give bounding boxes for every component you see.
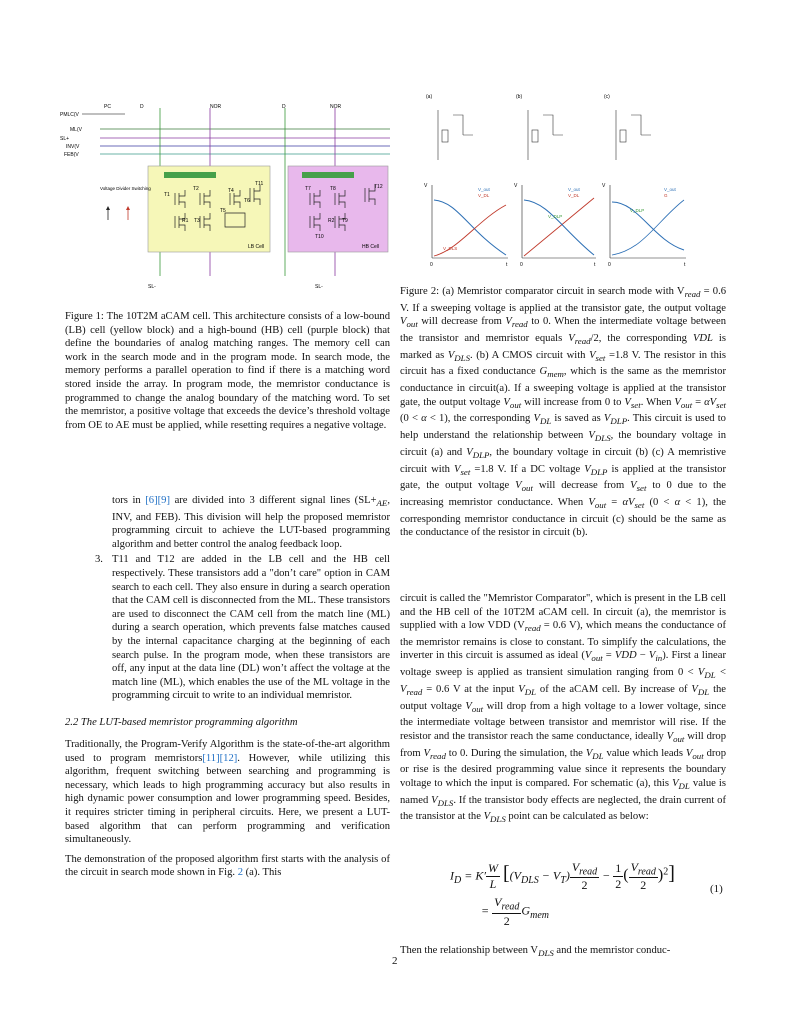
svg-text:V_DLP: V_DLP bbox=[548, 214, 563, 219]
svg-text:V_out: V_out bbox=[568, 187, 580, 192]
svg-text:T4: T4 bbox=[228, 188, 234, 194]
svg-text:T11: T11 bbox=[255, 181, 264, 187]
svg-text:V_out: V_out bbox=[664, 187, 676, 192]
list-item-2-continuation: tors in [6][9] are divided into 3 different signal lines ($SL+_{AE}$, INV, and FEB). This division will help the proposed memristor programming circuit to achieve the LUT-based programming algorithm and better control the analog feedback loop. bbox=[112, 495, 390, 550]
lb-cell-block bbox=[148, 166, 270, 252]
svg-text:0: 0 bbox=[430, 262, 433, 268]
svg-text:0: 0 bbox=[520, 262, 523, 268]
svg-text:(a): (a) bbox=[426, 94, 433, 100]
svg-text:V_DL: V_DL bbox=[568, 193, 580, 198]
citation-6[interactable]: [6] bbox=[145, 495, 158, 506]
svg-text:t: t bbox=[506, 262, 508, 268]
figure-1-schematic bbox=[60, 98, 395, 296]
paragraph-algorithm: Traditionally, the Program-Verify Algorithm is the state-of-the-art algorithm used to program memristors[11][12]. However, while utilizing this algorithm, frequent switching between searching and programming is necessary, which leads to high programming accuracy but also results in high dynamic power consumption and lower programming speed. Besides, it requires stricter timing in peripheral circuits. Here, we present a LUT-based algorithm that can perform programming and verification simultaneously. bbox=[65, 739, 390, 846]
paragraph-memristor-comparator: circuit is called the "Memristor Comparator", which is present in the LB cell and the HB cell of the 10T2M aCAM cell. In circuit (a), the memristor is supplied with a low VDD ($V_{read} = 0.6$ V), which means the conductance of the memristor remains is close to constant. To simplify the calculations, the inverter in this circuit is assumed as ideal ($V_{out}$ = VDD − $V_{in}$). First a linear voltage sweep is applied as transient simulation ranging from $0 < V_{DL} < V_{read} = 0.6$ V at the input $V_{DL}$ of the aCAM cell. By increase of $V_{DL}$ the output voltage $V_{out}$ will drop from a high voltage to a lower voltage, since the intermediate voltage between transistor and memristor will rise. If the resistor and the transistor reach the same conductance, ideally $V_{out}$ will drop from $V_{read}$ to 0. During the simulation, the $V_{DL}$ value which leads $V_{out}$ drop or rise is the desired programming value since it represents the boundary voltage to which the input is compared. For schematic (a), this $V_{DL}$ value is named $V_{DLS}$. If the transistor body effects are neglected, the drain current of the transistor at the $V_{DLS}$ point can be calculated as below: bbox=[400, 593, 727, 825]
svg-text:V_out: V_out bbox=[478, 187, 490, 192]
svg-text:T9: T9 bbox=[342, 218, 348, 224]
svg-text:SL+: SL+ bbox=[60, 136, 70, 142]
svg-text:G: G bbox=[664, 193, 668, 198]
svg-text:T3: T3 bbox=[194, 218, 200, 224]
equation-number: (1) bbox=[710, 883, 723, 895]
svg-text:T6: T6 bbox=[244, 198, 250, 204]
svg-text:ML(V: ML(V bbox=[70, 127, 82, 133]
plot-b bbox=[514, 183, 596, 268]
svg-text:INV(V: INV(V bbox=[66, 144, 80, 150]
right-column bbox=[400, 592, 726, 827]
list-item-3: 3. T11 and T12 are added in the LB cell and the HB cell respectively. These transistors add a "don’t care" option in CAM search to each cell. They also ensure in during a search operation that the CAM cell is disconnected from the ML. These transistors are used to disconnect the CAM cell from the match line (ML) during a search operation, which prevents false matches caused by the internal capacitance charging at the beginning of each search pulse. In the program mode, when these transistors are off, any input at the data line (DL) won’t affect the voltage at the match line (ML), which enables the use of the ML voltage in the programming circuit to write to an individual memristor. bbox=[95, 554, 390, 702]
svg-text:Voltage Divider Switching: Voltage Divider Switching bbox=[100, 186, 151, 191]
page-number: 2 bbox=[392, 955, 398, 967]
right-column-last-line: Then the relationship between $V_{DLS}$ and the memristor conduc- bbox=[400, 945, 671, 959]
svg-text:0: 0 bbox=[608, 262, 611, 268]
svg-text:T5: T5 bbox=[220, 208, 226, 214]
svg-text:SL-: SL- bbox=[148, 284, 156, 290]
svg-text:V: V bbox=[602, 183, 606, 189]
section-heading: 2.2 The LUT-based memristor programming algorithm bbox=[65, 717, 298, 729]
svg-text:V_DLS: V_DLS bbox=[443, 246, 458, 251]
svg-text:(b): (b) bbox=[516, 94, 523, 100]
svg-text:V_DL: V_DL bbox=[478, 193, 490, 198]
svg-text:T12: T12 bbox=[374, 184, 383, 190]
svg-text:T8: T8 bbox=[330, 186, 336, 192]
figure-2-reference[interactable]: 2 bbox=[237, 867, 243, 879]
figure-2-caption: Figure 2: (a) Memristor comparator circuit in search mode with $V_{read} = 0.6$ V. If a sweeping voltage is applied at the transistor gate, the output voltage $V_{out}$ will decrease from $V_{read}$ to 0. When the intermediate voltage between the transistor and memristor equals $V_{read}/2$, the corresponding VDL is marked as $V_{DLS}$. (b) A CMOS circuit with $V_{set} =1.8$ V. The resistor in this circuit has a fixed conductance $G_{mem}$, which is the same as the memristor conductance in circuit(a). If a sweeping voltage is applied at the transistor gate, the output voltage $V_{out}$ will increase from 0 to $V_{set}$. When $V_{out} = \alpha V_{set}$ (0 < α < 1), the corresponding $V_{DL}$ is saved as $V_{DLP}$. This circuit is used to help understand the relationship between $V_{DLS}$, the boundary voltage in circuit (a) and $V_{DLP}$, the boundary voltage in circuit (b) (c) A memristive circuit with $V_{set} =1.8$ V. If a DC voltage $V_{DLP}$ is applied at the transistor gate, the output voltage $V_{out}$ will decrease from $V_{set}$ to 0 due to the increasing memristor conductance. When $V_{out} = \alpha V_{set}$ (0 < α < 1), the corresponding memristor conductance in circuit (c) should be the same as the conductance of the resistor in circuit (b). bbox=[400, 286, 727, 539]
svg-text:T1: T1 bbox=[164, 192, 170, 198]
svg-text:PC: PC bbox=[104, 104, 111, 110]
plot-a bbox=[424, 183, 508, 268]
svg-text:t: t bbox=[594, 262, 596, 268]
svg-text:R2: R2 bbox=[328, 218, 335, 224]
svg-text:V: V bbox=[424, 183, 428, 189]
svg-text:T7: T7 bbox=[305, 186, 311, 192]
citation-11[interactable]: [11] bbox=[202, 752, 220, 764]
svg-text:R1: R1 bbox=[182, 218, 189, 224]
hb-cell-block bbox=[288, 166, 388, 252]
paragraph-demonstration: The demonstration of the proposed algorithm first starts with the analysis of the circuit in search mode shown in Fig. 2 (a). This bbox=[65, 853, 390, 879]
svg-text:(c): (c) bbox=[604, 94, 610, 100]
plot-c bbox=[602, 183, 686, 268]
svg-text:NOR: NOR bbox=[330, 104, 342, 110]
svg-text:D: D bbox=[282, 104, 286, 110]
svg-text:LB Cell: LB Cell bbox=[248, 244, 265, 250]
figure-1-caption: Figure 1: The 10T2M aCAM cell. This architecture consists of a low-bound (LB) cell (yellow block) and a high-bound (HB) cell (purple block) that define the boundaries of analog matching ranges. The memory cell can work in the search mode and in the program mode. In search mode, the memory performs a parallel operation to find if there is a matching word stored inside the array. In program mode, the memristor conductance is programmed to change the analog boundary of the matching word. To set the memristor, a positive voltage that exceeds the device’s threshold voltage from OE to AE must be applied, while resetting requires a negative voltage. bbox=[65, 311, 390, 431]
svg-text:t: t bbox=[684, 262, 686, 268]
svg-text:HB Cell: HB Cell bbox=[362, 244, 379, 250]
svg-text:V: V bbox=[514, 183, 518, 189]
figure-2-plots bbox=[398, 90, 718, 270]
svg-text:FEB(V: FEB(V bbox=[64, 152, 79, 158]
citation-12[interactable]: [12] bbox=[219, 752, 238, 764]
left-column bbox=[65, 494, 390, 880]
svg-text:PMLC(V: PMLC(V bbox=[60, 112, 79, 118]
svg-text:SL-: SL- bbox=[315, 284, 323, 290]
svg-text:NOR: NOR bbox=[210, 104, 222, 110]
svg-text:D: D bbox=[140, 104, 144, 110]
svg-text:V_DLP: V_DLP bbox=[630, 208, 645, 213]
svg-text:T10: T10 bbox=[315, 234, 324, 240]
svg-text:T2: T2 bbox=[193, 186, 199, 192]
citation-9[interactable]: [9] bbox=[157, 495, 170, 506]
equation-1: $I_D = K'$ $\frac{W}{L}$ [$(V_{DLS} - V_T)$ $V_{read}$ 2 − $\frac{1}{2}$ ( $V_{read}$ 2 )$^2$] = $V_{read}$ 2 $G_{mem}$ bbox=[450, 860, 675, 928]
